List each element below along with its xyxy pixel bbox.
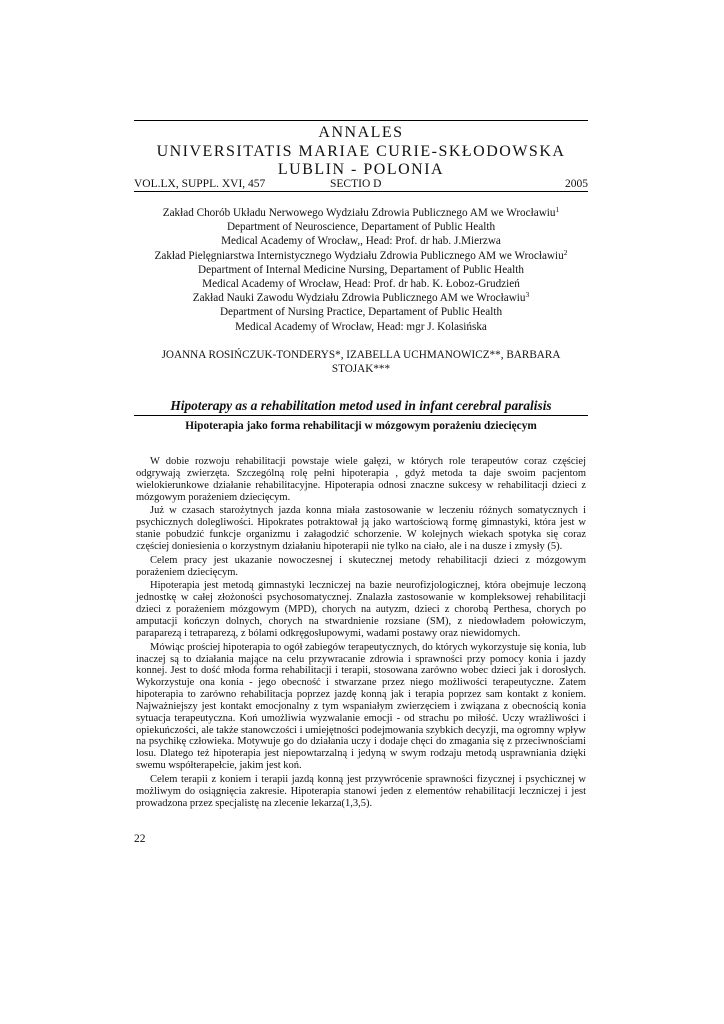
body-paragraph: Już w czasach starożytnych jazda konna miała zastosowanie w leczeniu różnych somatycznych i psychicznych dolegliwości. Hipokrates potraktował ją jako wartościową formę gimnastyki, która jest w stanie pobudzić funkcje organizmu i załagodzić schorzenie. W kolejnych wiekach spotyka się coraz częściej doniesienia o korzystnym działaniu hipoterapii nie tylko na ciało, ale i na dusze i zmysły (5).	[136, 505, 586, 552]
affiliation-3-marker: 3	[525, 290, 530, 300]
journal-location: LUBLIN - POLONIA	[277, 161, 445, 178]
affiliation-2: Zakład Pielęgniarstwa Internistycznego Wydziału Zdrowia Publicznego AM we Wrocławiu$^2$	[154, 247, 568, 262]
affiliation-1: Zakład Chorób Układu Nerwowego Wydziału Zdrowia Publicznego AM we Wrocławiu$^1$	[162, 205, 560, 219]
page-number: 22	[134, 833, 146, 845]
volume-info: VOL.LX, SUPPL. XVI, 457	[134, 178, 266, 190]
affiliation-2-head: Medical Academy of Wrocław, Head: Prof. dr hab. K. Łoboz-Grudzień	[202, 278, 520, 291]
body-paragraph: W dobie rozwoju rehabilitacji powstaje wiele gałęzi, w których role terapeutów coraz częściej odgrywają zwierzęta. Szczególną rolę pełni hipoterapia , gdyż metoda ta daje swoim pacjentom wielokierunkowe działanie rehabilitacyjne. Hipoterapia odnosi znaczne sukcesy w rehabilitacji dzieci z mózgowym porażeniem dziecięcym.	[136, 456, 586, 503]
title-rule	[134, 415, 588, 416]
article-title-english: Hipoterapy as a rehabilitation metod used in infant cerebral paralisis	[170, 398, 552, 413]
authors	[134, 348, 588, 376]
journal-title: ANNALES	[318, 124, 404, 141]
affiliation-2-department: Department of Internal Medicine Nursing, Departament of Public Health	[198, 263, 524, 276]
article-title-polish: Hipoterapia jako forma rehabilitacji w mózgowym porażeniu dziecięcym	[185, 420, 537, 432]
year-info: 2005	[565, 178, 588, 190]
body-paragraph: Hipoterapia jest metodą gimnastyki leczniczej na bazie neurofizjologicznej, która obejmuje leczoną jednostkę w całej złożoności psychosomatycznej. Znalazła zastosowanie w kompleksowej rehabilitacji dzieci z porażeniem mózgowym (MPD), chorych na autyzm, dzieci z chorobą Perthesa, chorych po amputacji kończyn dolnych, chorych na stwardnienie rozsiane (SM), z niedowładem połowiczym, paraparezą i tetraparezą, z bólami odkręgosłupowymi, wadami postawy oraz niewidomych.	[136, 580, 586, 639]
journal-university: UNIVERSITATIS MARIAE CURIE-SKŁODOWSKA	[156, 143, 566, 160]
body-paragraph: Celem terapii z koniem i terapii jazdą konną jest przywrócenie sprawności fizycznej i psychicznej w możliwym do osiągnięcia zakresie. Hipoterapia stanowi jeden z elementów rehabilitacji leczniczej i jest prowadzona przez specjalistę na zlecenie lekarza(1,3,5).	[136, 773, 586, 809]
affiliation-3: Zakład Nauki Zawodu Wydziału Zdrowia Publicznego AM we Wrocławiu$^3$	[192, 290, 530, 305]
body-paragraph: Celem pracy jest ukazanie nowoczesnej i skutecznej metody rehabilitacji dzieci z mózgowym porażeniem dziecięcym.	[136, 554, 586, 578]
affiliation-3-head: Medical Academy of Wrocław, Head: mgr J. Kolasińska	[235, 320, 487, 333]
meta-rule	[134, 191, 588, 192]
affiliation-3-department: Department of Nursing Practice, Departament of Public Health	[219, 306, 503, 319]
affiliation-1-head: Medical Academy of Wrocław,, Head: Prof. dr hab. J.Mierzwa	[221, 235, 501, 248]
authors-line-2: STOJAK***	[331, 363, 391, 375]
affiliation-2-marker: 2	[563, 247, 568, 257]
body-paragraph: Mówiąc prościej hipoterapia to ogół zabiegów terapeutycznych, do których wykorzystuje się konia, lub inaczej są to działania mające na celu przywracanie zdrowia i sprawności przy pomocy konia i jazdy konnej. Jest to dość młoda forma rehabilitacji i terapii, stosowana zarówno wobec dzieci jak i dorosłych. Wykorzystuje ona konia - jego obecność i stwarzane przez niego możliwości terapeutyczne. Zatem hipoterapia to zarówno rehabilitacja poprzez jazdę konną jak i terapia poprzez sam kontakt z koniem. Najważniejszy jest kontakt emocjonalny z tym wspaniałym zwierzęciem i związana z obecnością konia sytuacja terapeutyczna. Koń umożliwia wyzwalanie emocji - od strachu po miłość. Uczy wrażliwości i opiekuńczości, ale także stanowczości i umiejętności podejmowania szybkich decyzji, ma ogromny wpływ na psychikę człowieka. Motywuje go do działania uczy i dodaje chęci do zmagania się z przeciwnościami losu. Dlatego też hipoterapia jest niepowtarzalną i jedyną w swym rodzaju metodą usprawniania dzięki swemu współterapełcie, jakim jest koń.	[136, 641, 586, 772]
affiliation-1-marker: 1	[555, 205, 560, 214]
article-body	[136, 456, 586, 811]
authors-line-1: JOANNA ROSIŃCZUK-TONDERYS*, IZABELLA UCHMANOWICZ**, BARBARA	[161, 349, 561, 361]
affiliations	[118, 206, 604, 334]
affiliation-1-department: Department of Neuroscience, Departament of Public Health	[226, 221, 496, 234]
section-info: SECTIO D	[330, 178, 382, 190]
top-rule	[134, 120, 588, 121]
